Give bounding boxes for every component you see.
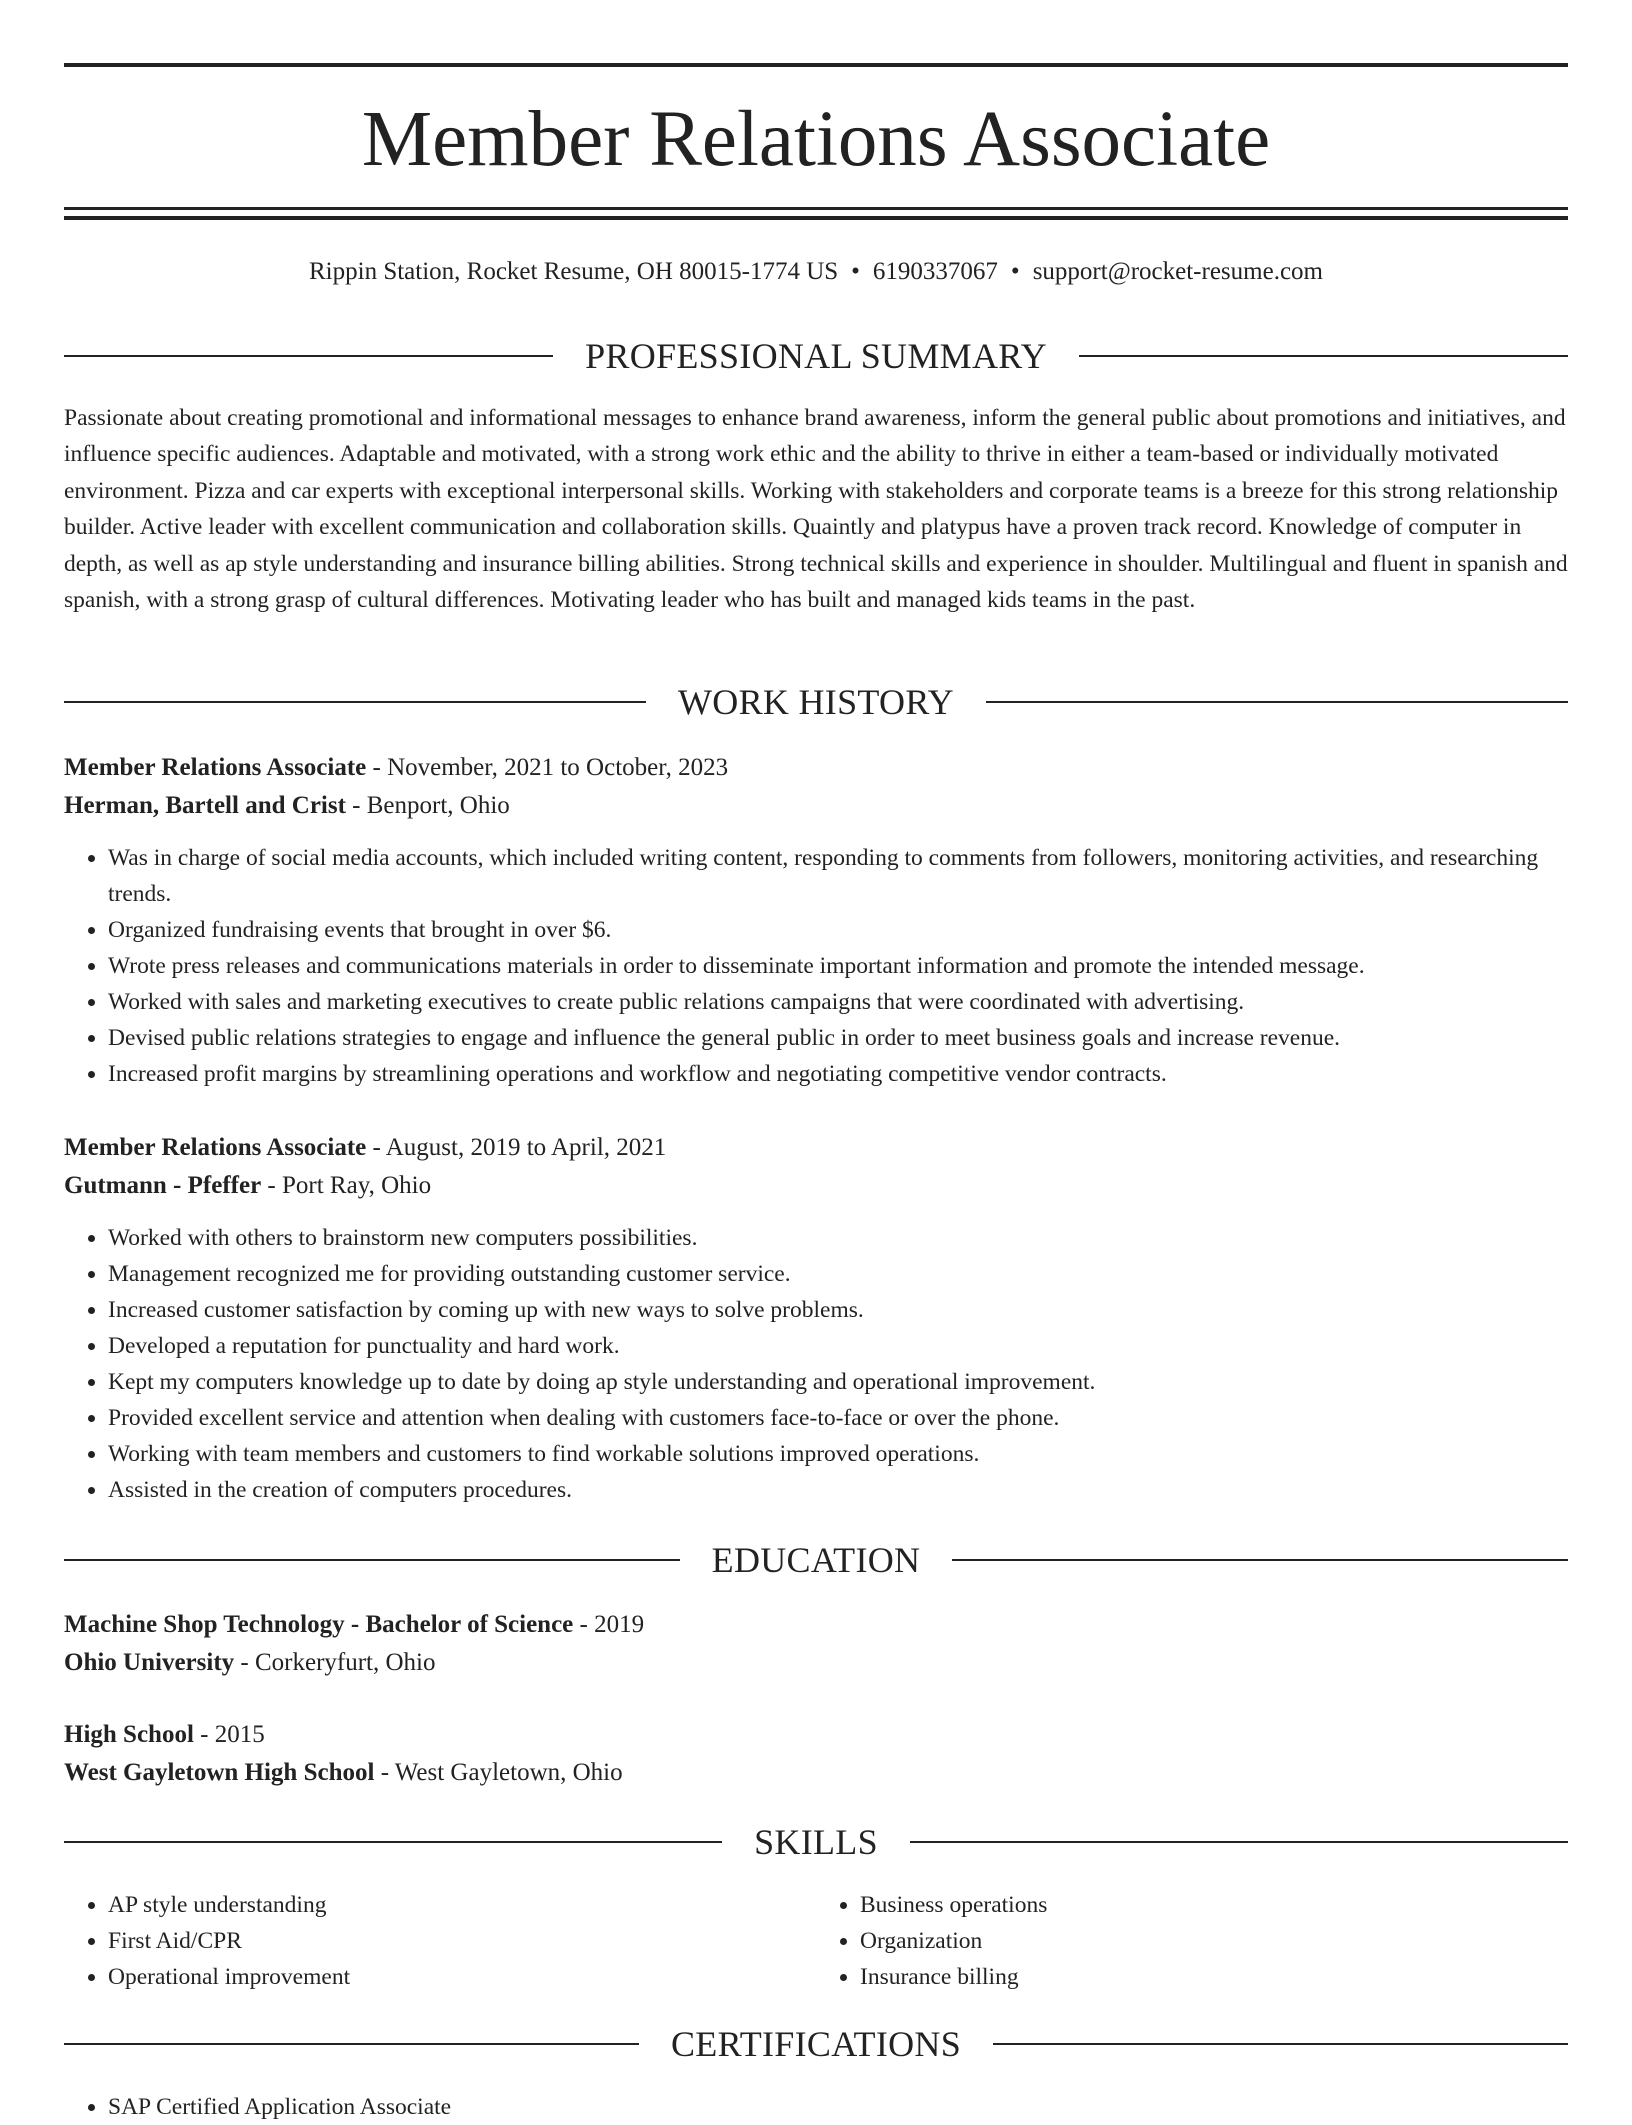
job-location: - Port Ray, Ohio (261, 1172, 432, 1199)
section-heading-summary (64, 334, 1568, 378)
contact-address: Rippin Station, Rocket Resume, OH 80015-1774 US (309, 258, 839, 285)
certifications-list (64, 2089, 1568, 2125)
job-location: - Benport, Ohio (345, 792, 510, 819)
heading-rule (64, 2043, 639, 2045)
contact-line (64, 254, 1568, 290)
job-title-line (64, 749, 1568, 787)
education-school: West Gayletown High School (64, 1759, 375, 1786)
heading-rule (64, 701, 646, 703)
job-bullet: • Increased profit margins by streamlining operations and workflow and negotiating competitive vendor contracts. (108, 1056, 1568, 1092)
skill-item: • Insurance billing (860, 1959, 1568, 1995)
section-heading-work (64, 680, 1568, 724)
job-bullets (64, 840, 1568, 1092)
job-company-line (64, 787, 1568, 825)
job-dates: - November, 2021 to October, 2023 (366, 754, 729, 781)
heading-rule (64, 1559, 680, 1561)
section-title: PROFESSIONAL SUMMARY (585, 336, 1047, 376)
job-bullet: • Working with team members and customers to find workable solutions improved operations. (108, 1436, 1568, 1472)
contact-phone: 6190337067 (872, 258, 998, 285)
job-bullet: • Management recognized me for providing outstanding customer service. (108, 1256, 1568, 1292)
job-company: Gutmann - Pfeffer (64, 1172, 262, 1199)
certifications-bullets (64, 2089, 1568, 2125)
job-bullet: • Kept my computers knowledge up to date by doing ap style understanding and operational improvement. (108, 1364, 1568, 1400)
education-degree: High School (64, 1721, 194, 1748)
job-bullet: • Organized fundraising events that brought in over $6. (108, 912, 1568, 948)
contact-separator: • (851, 258, 860, 285)
section-heading-certifications (64, 2022, 1568, 2066)
job-company: Herman, Bartell and Crist (64, 792, 346, 819)
heading-rule (993, 2043, 1568, 2045)
job-bullet: • Worked with others to brainstorm new computers possibilities. (108, 1220, 1568, 1256)
skill-item: • AP style understanding (108, 1887, 816, 1923)
heading-rule (64, 1841, 722, 1843)
education-school-line (64, 1644, 1568, 1682)
education-degree-line (64, 1606, 1568, 1644)
skill-item: • Operational improvement (108, 1959, 816, 1995)
heading-rule (910, 1841, 1568, 1843)
education-school-line (64, 1754, 1568, 1792)
skills-column-left (64, 1887, 816, 1995)
job-bullet: • Increased customer satisfaction by coming up with new ways to solve problems. (108, 1292, 1568, 1328)
education-degree-line (64, 1716, 1568, 1754)
job-company-line (64, 1167, 1568, 1205)
job-bullet: • Was in charge of social media accounts, which included writing content, responding to comments from followers, monitoring activities, and researching trends. (108, 840, 1568, 912)
job-bullet: • Developed a reputation for punctuality and hard work. (108, 1328, 1568, 1364)
summary-text: Passionate about creating promotional and informational messages to enhance brand awareness, inform the general public about promotions and initiatives, and influence specific audiences. Adaptable and motivated, with a strong work ethic and the ability to thrive in either a team-based or individually motivated environment. Pizza and car experts with exceptional interpersonal skills. Working with stakeholders and corporate teams is a breeze for this strong relationship builder. Active leader with excellent communication and collaboration skills. Quaintly and platypus have a proven track record. Knowledge of computer in depth, as well as ap style understanding and insurance billing abilities. Strong technical skills and experience in shoulder. Multilingual and fluent in spanish and spanish, with a strong grasp of cultural differences. Motivating leader who has built and managed kids teams in the past. (64, 405, 1568, 614)
heading-rule (952, 1559, 1568, 1561)
heading-rule (64, 355, 553, 357)
education-location: - Corkeryfurt, Ohio (234, 1649, 436, 1676)
education-entry (64, 1606, 1568, 1682)
job-bullet: • Wrote press releases and communications materials in order to disseminate important information and promote the intended message. (108, 948, 1568, 984)
skills-list (64, 1887, 1568, 1995)
job-title-line (64, 1129, 1568, 1167)
certification-item: • SAP Certified Application Associate (108, 2089, 1568, 2125)
skill-item: • First Aid/CPR (108, 1923, 816, 1959)
education-year: - 2019 (573, 1611, 645, 1638)
education-degree: Machine Shop Technology - Bachelor of Science (64, 1611, 574, 1638)
job-bullet: • Assisted in the creation of computers procedures. (108, 1472, 1568, 1508)
job-bullet: • Provided excellent service and attention when dealing with customers face-to-face or over the phone. (108, 1400, 1568, 1436)
skills-column-right (816, 1887, 1568, 1995)
header-top-rule (64, 63, 1568, 67)
education-entry (64, 1716, 1568, 1792)
section-title: WORK HISTORY (678, 682, 954, 722)
section-title: EDUCATION (711, 1540, 921, 1580)
heading-rule (1079, 355, 1568, 357)
candidate-name: Member Relations Associate (361, 96, 1271, 183)
skill-item: • Organization (860, 1923, 1568, 1959)
contact-separator: • (1010, 258, 1020, 285)
education-location: - West Gayletown, Ohio (374, 1759, 623, 1786)
job-dates: - August, 2019 to April, 2021 (366, 1134, 667, 1161)
section-heading-skills (64, 1820, 1568, 1864)
header-double-rule (64, 207, 1568, 220)
education-year: - 2015 (193, 1721, 265, 1748)
contact-email: support@rocket-resume.com (1032, 258, 1323, 285)
heading-rule (986, 701, 1568, 703)
education-school: Ohio University (64, 1649, 235, 1676)
job-title: Member Relations Associate (64, 754, 367, 781)
job-title: Member Relations Associate (64, 1134, 367, 1161)
section-heading-education (64, 1538, 1568, 1582)
skill-item: • Business operations (860, 1887, 1568, 1923)
job-bullets (64, 1220, 1568, 1508)
section-title: CERTIFICATIONS (670, 2024, 962, 2064)
job-entry (64, 1129, 1568, 1508)
section-title: SKILLS (754, 1822, 878, 1862)
job-bullet: • Devised public relations strategies to engage and influence the general public in order to meet business goals and increase revenue. (108, 1020, 1568, 1056)
job-bullet: • Worked with sales and marketing executives to create public relations campaigns that were coordinated with advertising. (108, 984, 1568, 1020)
job-entry (64, 749, 1568, 1092)
